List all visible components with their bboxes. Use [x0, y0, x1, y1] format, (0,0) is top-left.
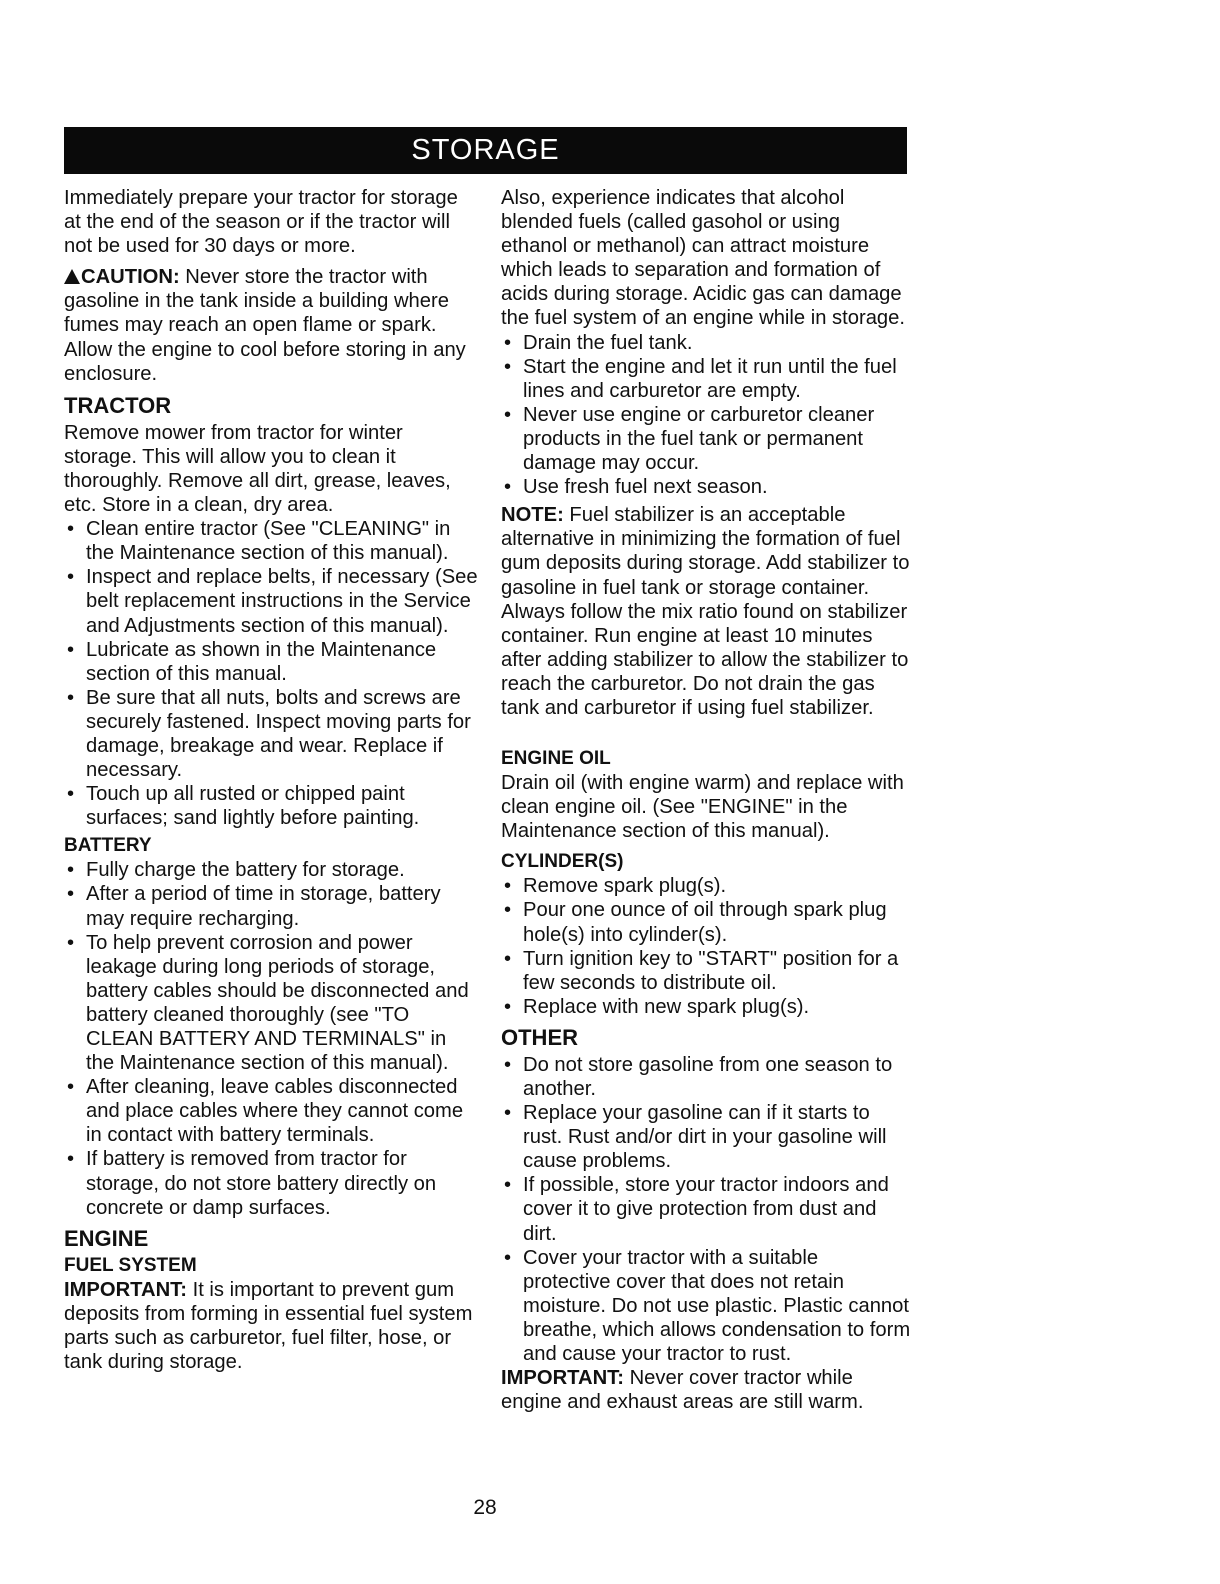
list-item: • Lubricate as shown in the Maintenance section of this manual. — [64, 638, 478, 686]
list-item: • Replace your gasoline can if it starts to rust. Rust and/or dirt in your gasoline will cause problems. — [501, 1101, 911, 1173]
list-item: • Never use engine or carburetor cleaner products in the fuel tank or permanent damage may occur. — [501, 403, 911, 475]
tractor-list — [64, 517, 478, 830]
important-warm-paragraph — [501, 1366, 911, 1414]
list-item: • Clean entire tractor (See "CLEANING" in the Maintenance section of this manual). — [64, 517, 478, 565]
list-item: • Touch up all rusted or chipped paint surfaces; sand lightly before painting. — [64, 782, 478, 830]
list-item: • Start the engine and let it run until the fuel lines and carburetor are empty. — [501, 355, 911, 403]
cylinders-list — [501, 874, 911, 1019]
right-column — [501, 186, 911, 1421]
section-banner — [64, 127, 907, 174]
engine-oil-heading: ENGINE OIL — [501, 748, 611, 770]
section-title: STORAGE — [411, 134, 560, 166]
list-item: • Inspect and replace belts, if necessary (See belt replacement instructions in the Service and Adjustments section of this manual). — [64, 565, 478, 637]
list-item: • Turn ignition key to "START" position for a few seconds to distribute oil. — [501, 947, 911, 995]
fuel-list — [501, 331, 911, 500]
list-item: • To help prevent corrosion and power leakage during long periods of storage, battery cables should be disconnected and battery cleaned thoroughly (see "TO CLEAN BATTERY AND TERMINALS" in the Maintenance section of this manual). — [64, 931, 478, 1076]
other-list — [501, 1053, 911, 1366]
list-item: • Cover your tractor with a suitable protective cover that does not retain moisture. Do not use plastic. Plastic cannot breathe, which allows condensation to form and cause your tractor to rust. — [501, 1246, 911, 1366]
caution-label: CAUTION: — [81, 266, 180, 289]
page-number: 28 — [473, 1496, 497, 1519]
important-paragraph — [64, 1278, 478, 1374]
intro-paragraph: Immediately prepare your tractor for storage at the end of the season or if the tractor will not be used for 30 days or more. — [64, 187, 458, 258]
alcohol-paragraph: Also, experience indicates that alcohol blended fuels (called gasohol or using ethanol or methanol) can attract moisture which leads to separation and formation of acids during storage. Acidic gas can damage the fuel system of an engine while in storage. — [501, 187, 905, 330]
spacer — [501, 727, 911, 747]
list-item: • Be sure that all nuts, bolts and screws are securely fastened. Inspect moving parts for damage, breakage and wear. Replace if necessary. — [64, 686, 478, 782]
warning-triangle-icon — [64, 269, 80, 284]
important-label: IMPORTANT: — [501, 1367, 624, 1390]
list-item: • After cleaning, leave cables disconnected and place cables where they cannot come in contact with battery terminals. — [64, 1075, 478, 1147]
list-item: • Pour one ounce of oil through spark plug hole(s) into cylinder(s). — [501, 898, 911, 946]
important-text: It is important to prevent gum deposits from forming in essential fuel system parts such as carburetor, fuel filter, hose, or tank during storage. — [64, 1278, 473, 1374]
caution-paragraph — [64, 265, 478, 385]
engine-heading: ENGINE — [64, 1225, 149, 1251]
fuel-system-heading: FUEL SYSTEM — [64, 1254, 197, 1276]
engine-oil-paragraph: Drain oil (with engine warm) and replace with clean engine oil. (See "ENGINE" in the Maintenance section of this manual). — [501, 772, 904, 843]
important-text: Never cover tractor while engine and exhaust areas are still warm. — [501, 1367, 864, 1414]
tractor-heading: TRACTOR — [64, 392, 172, 418]
list-item: • Do not store gasoline from one season to another. — [501, 1053, 911, 1101]
note-label: NOTE: — [501, 504, 564, 527]
caution-text: Never store the tractor with gasoline in the tank inside a building where fumes may reach an open flame or spark. Allow the engine to cool before storing in any enclosure. — [64, 266, 466, 385]
list-item: • Fully charge the battery for storage. — [64, 858, 478, 882]
list-item: • After a period of time in storage, battery may require recharging. — [64, 882, 478, 930]
left-column — [64, 186, 478, 1381]
list-item: • If battery is removed from tractor for storage, do not store battery directly on concrete or damp surfaces. — [64, 1147, 478, 1219]
important-label: IMPORTANT: — [64, 1278, 187, 1301]
list-item: • Drain the fuel tank. — [501, 331, 911, 355]
cylinders-heading: CYLINDER(S) — [501, 851, 624, 873]
battery-list — [64, 858, 478, 1219]
list-item: • Use fresh fuel next season. — [501, 475, 911, 499]
note-paragraph — [501, 503, 911, 720]
other-heading: OTHER — [501, 1024, 578, 1050]
battery-heading: BATTERY — [64, 835, 152, 857]
list-item: • Remove spark plug(s). — [501, 874, 911, 898]
list-item: • Replace with new spark plug(s). — [501, 995, 911, 1019]
tractor-paragraph: Remove mower from tractor for winter storage. This will allow you to clean it thoroughly. Remove all dirt, grease, leaves, etc. Store in a clean, dry area. — [64, 421, 451, 517]
list-item: • If possible, store your tractor indoors and cover it to give protection from dust and dirt. — [501, 1173, 911, 1245]
note-text: Fuel stabilizer is an acceptable alternative in minimizing the formation of fuel gum deposits during storage. Add stabilizer to gasoline in fuel tank or storage container. Always follow the mix ratio found on stabilizer container. Run engine at least 10 minutes after adding stabilizer to allow the stabilizer to reach the carburetor. Do not drain the gas tank and carburetor if using fuel stabilizer. — [501, 504, 910, 719]
